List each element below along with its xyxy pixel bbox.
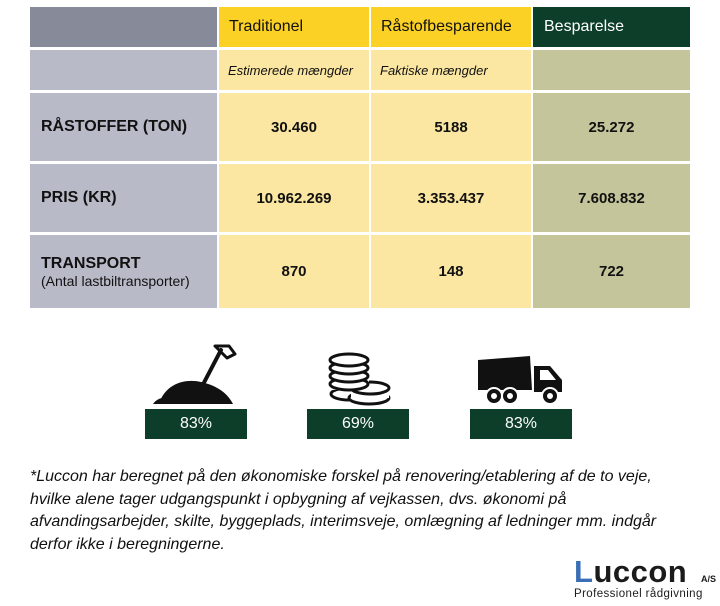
luccon-logo — [574, 554, 717, 600]
cell-transport-traditionel: 870 — [219, 235, 369, 308]
header-besparelse: Besparelse — [533, 7, 690, 47]
comparison-table — [30, 7, 690, 308]
cell-pris-raastof: 3.353.437 — [371, 164, 531, 232]
row-label-transport — [30, 235, 217, 308]
subheader-besparelse — [533, 50, 690, 90]
cell-transport-besparelse: 722 — [533, 235, 690, 308]
savings-percent-transport: 83% — [470, 409, 572, 439]
savings-transport — [470, 340, 572, 406]
row-label-pris: PRIS (KR) — [30, 164, 217, 232]
logo-rest: uccon — [593, 554, 688, 589]
dump-truck-icon — [470, 340, 572, 406]
row-label-raastoffer: RÅSTOFFER (TON) — [30, 93, 217, 161]
savings-pris — [307, 340, 409, 406]
cell-raastoffer-raastof: 5188 — [371, 93, 531, 161]
cell-pris-traditionel: 10.962.269 — [219, 164, 369, 232]
logo-wordmark — [574, 554, 703, 589]
logo-initial: L — [574, 554, 594, 589]
transport-label: TRANSPORT — [41, 254, 141, 272]
cell-transport-raastof: 148 — [371, 235, 531, 308]
subheader-raastofbesparende: Faktiske mængder — [371, 50, 531, 90]
shovel-soil-icon — [145, 340, 247, 406]
savings-raastof — [145, 340, 247, 406]
footnote: *Luccon har beregnet på den økonomiske forskel på renovering/etablering af de to veje, hvilke alene tager udgangspunkt i opbygning af vejkassen, dvs. økonomi på afvandingsarbejder, skilte, byggeplads, interimsveje, omlægning af ledninger mm. indgår derfor ikke i beregningerne. — [30, 468, 657, 553]
cell-pris-besparelse: 7.608.832 — [533, 164, 690, 232]
header-corner — [30, 7, 217, 47]
header-raastofbesparende: Råstofbesparende — [371, 7, 531, 47]
savings-percent-pris: 69% — [307, 409, 409, 439]
subheader-corner — [30, 50, 217, 90]
cell-raastoffer-traditionel: 30.460 — [219, 93, 369, 161]
logo-suffix: A/S — [701, 574, 717, 584]
coins-stack-icon — [307, 340, 409, 406]
logo-tagline: Professionel rådgivning — [574, 588, 703, 600]
transport-sublabel: (Antal lastbiltransporter) — [41, 272, 190, 289]
savings-percent-raastof: 83% — [145, 409, 247, 439]
header-traditionel: Traditionel — [219, 7, 369, 47]
cell-raastoffer-besparelse: 25.272 — [533, 93, 690, 161]
subheader-traditionel: Estimerede mængder — [219, 50, 369, 90]
